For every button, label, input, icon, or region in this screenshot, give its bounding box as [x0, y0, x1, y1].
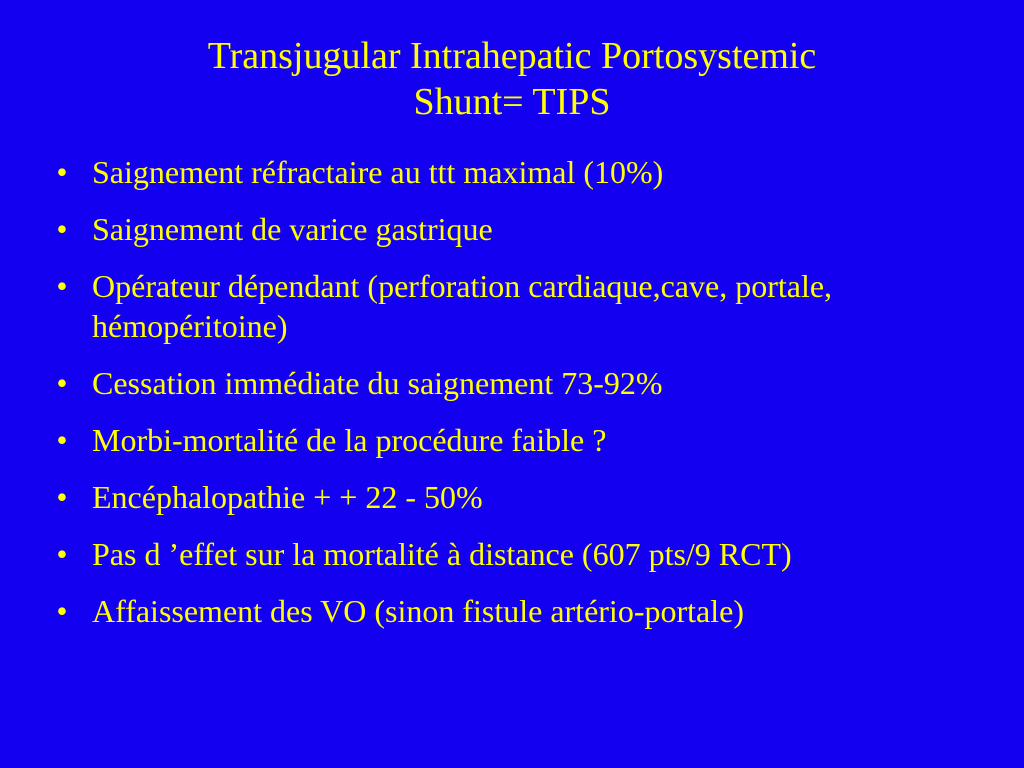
bullet-icon: • — [56, 536, 68, 572]
bullet-item — [52, 591, 982, 631]
bullet-item — [52, 534, 982, 574]
bullet-icon: • — [56, 268, 68, 304]
bullet-item — [52, 152, 982, 192]
bullet-text: Affaissement des VO (sinon fistule artério-portale) — [92, 593, 744, 629]
bullet-item — [52, 420, 982, 460]
bullet-text: Opérateur dépendant (perforation cardiaque,cave, portale, hémopéritoine) — [92, 268, 833, 344]
bullet-icon: • — [56, 593, 68, 629]
bullet-text: Saignement de varice gastrique — [92, 211, 493, 247]
bullet-item — [52, 209, 982, 249]
slide-title-line-2: Shunt= TIPS — [413, 81, 611, 123]
bullet-icon: • — [56, 479, 68, 515]
bullet-text: Saignement réfractaire au ttt maximal (10%) — [92, 154, 664, 190]
bullet-text: Cessation immédiate du saignement 73-92% — [92, 365, 663, 401]
bullet-icon: • — [56, 422, 68, 458]
bullet-list — [52, 152, 982, 648]
bullet-icon: • — [56, 211, 68, 247]
bullet-icon: • — [56, 365, 68, 401]
bullet-item — [52, 266, 982, 346]
bullet-item — [52, 477, 982, 517]
slide-title-line-1: Transjugular Intrahepatic Portosystemic — [207, 35, 817, 77]
bullet-text: Pas d ’effet sur la mortalité à distance (607 pts/9 RCT) — [92, 536, 792, 572]
bullet-text: Encéphalopathie + + 22 - 50% — [92, 479, 483, 515]
bullet-text: Morbi-mortalité de la procédure faible ? — [92, 422, 607, 458]
slide-title — [0, 33, 1024, 125]
bullet-icon: • — [56, 154, 68, 190]
bullet-item — [52, 363, 982, 403]
